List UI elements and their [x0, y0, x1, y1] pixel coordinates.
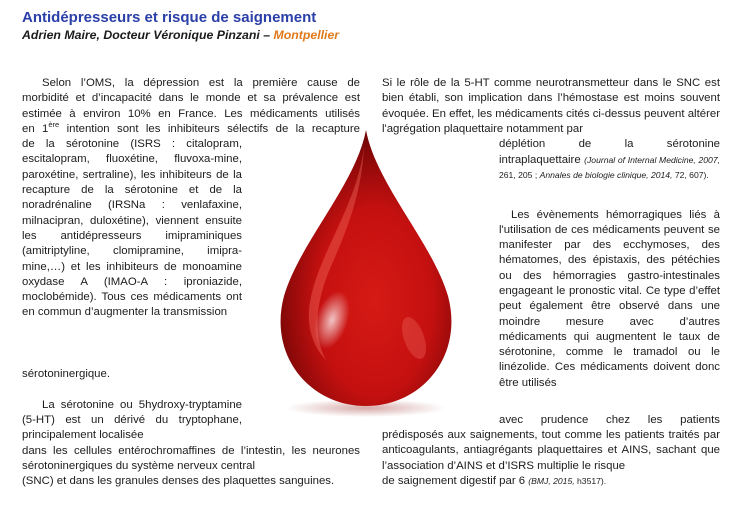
left-p1-line1: Selon l’OMS, la dépression est la première cause de: [42, 77, 360, 89]
ref-annales-biologie-num: 72, 607).: [672, 169, 709, 180]
right-p2-final: [382, 474, 720, 489]
right-p1-wrap-line1: déplétion de la sérotonine: [499, 138, 720, 151]
left-p2-last: (SNC) et dans les granules denses des plaquettes sanguines.: [22, 475, 335, 488]
right-p2-wrap: Les évènements hémorragiques liés à l'utilisation de ces médicaments peuvent se manifester par des ecchymoses, des hématomes, des épistaxis, des pétéchies ou des hémorragies gastro-intestinales engageant le pronostic vital. Ce type d’effet peut également être observé dans une moindre mesure avec d’autres médicaments qui augmentent le taux de sérotonine, comme le tramadol ou le linézolide. Ces médicaments doivent donc être utilisés: [499, 208, 720, 389]
blood-drop-icon: [236, 124, 496, 424]
left-p1-line4-end: intention sont les inhibiteurs sélectifs de la recapture: [59, 122, 360, 135]
author-city: Montpellier: [273, 28, 340, 42]
left-p1-wrap: de la sérotonine (ISRS : citalopram, escitalopram, fluoxétine, fluvoxa-mine, paroxétine, sertraline), les inhibiteurs de la recapture de la sérotonine et de la noradrénaline (IRSNa : venlafaxine, milnacipran, duloxétine), viennent ensuite les antidépresseurs imipraminiques (amitriptyline, clomipramine, imipra-mine,…) et les inhibiteurs de monoamine oxydase A (IMAO-A : iproniazide, moclobémide). Tous ces médicaments ont en commun d’augmenter la transmission: [22, 138, 242, 319]
article-authors: [22, 28, 339, 42]
author-separator: –: [263, 28, 271, 42]
left-p1-last: sérotoninergique.: [22, 368, 111, 380]
right-p1-full: Si le rôle de la 5-HT comme neurotransmetteur dans le SNC est bien établi, son implication dans l’hémostase est moins souvent évoquée. En effet, les médicaments cités ci-dessus peuvent altérer l'agrégation plaquettaire notamment par: [382, 77, 720, 135]
right-p1-wrap-line2: [499, 153, 720, 184]
right-p2-full: prédisposés aux saignements, tout comme les patients traités par anticoagulants, antiagrégants plaquettaires et AINS, sachant que l’association d’AINS et d’ISRS multiplie le risque: [382, 429, 720, 472]
ref-journal-internal-medicine-num: 261, 205 ;: [499, 169, 540, 180]
left-p1-line4-start: en 1: [22, 122, 49, 135]
left-p1-line3: estimée à environ 10% en France. Les médicaments utilisés: [22, 107, 360, 120]
ref-annales-biologie: Annales de biologie clinique, 2014,: [539, 169, 673, 180]
article-title: Antidépresseurs et risque de saignement: [22, 9, 317, 26]
right-p1-wrap-word: intraplaquettaire: [499, 153, 581, 166]
ref-bmj: (BMJ, 2015,: [528, 476, 575, 487]
left-p1-line2: morbidité et d’incapacité dans le monde et sa prévalence est: [22, 92, 360, 105]
left-p1-line4-sup: ère: [48, 120, 60, 130]
left-p2-full: dans les cellules entérochromaffines de l’intestin, les neurones sérotoninergiques du système nerveux central: [22, 444, 360, 472]
right-p2-last-wrap: avec prudence chez les patients: [499, 414, 720, 426]
ref-bmj-num: h3517).: [574, 476, 607, 487]
right-p2-final-text: de saignement digestif par 6: [382, 475, 526, 488]
author-names: Adrien Maire, Docteur Véronique Pinzani: [22, 28, 260, 42]
ref-journal-internal-medicine: (Journal of Internal Medicine, 2007,: [584, 154, 720, 165]
left-p2-wrap: La sérotonine ou 5hydroxy-tryptamine (5-HT) est un dérivé du tryptophane, principalement localisée: [22, 398, 242, 442]
